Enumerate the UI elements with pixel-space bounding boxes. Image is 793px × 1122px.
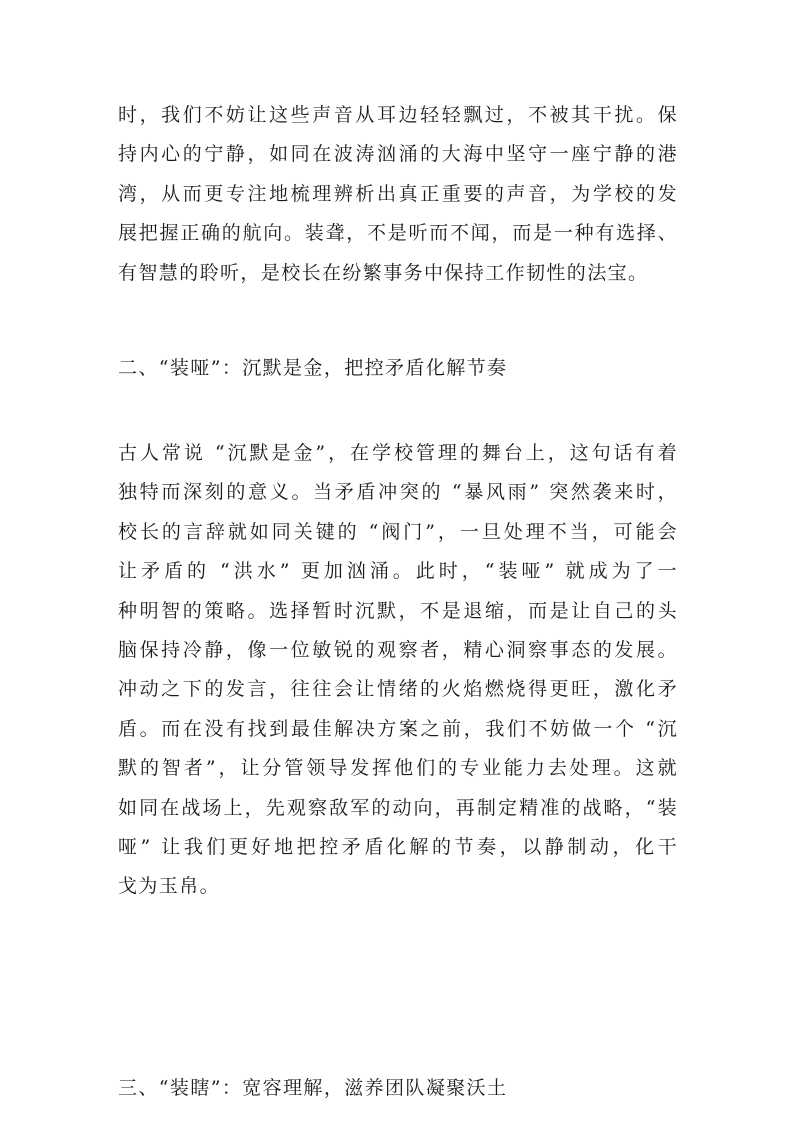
paragraph-line: 脑保持冷静，像一位敏锐的观察者，精心洞察事态的发展。 <box>118 639 678 662</box>
paragraph-line: 冲动之下的发言，往往会让情绪的火焰燃烧得更旺，激化矛 <box>118 678 678 701</box>
paragraph-line: 校长的言辞就如同关键的 “阀门”，一旦处理不当，可能会 <box>118 520 678 543</box>
paragraph-line: 如同在战场上，先观察敌军的动向，再制定精准的战略，“装 <box>118 796 678 819</box>
paragraph-line: 古人常说 “沉默是金”，在学校管理的舞台上，这句话有着 <box>118 442 678 464</box>
paragraph-line: 湾，从而更专注地梳理辨析出真正重要的声音，为学校的发 <box>118 182 678 205</box>
paragraph-line: 有智慧的聆听，是校长在纷繁事务中保持工作韧性的法宝。 <box>118 261 649 284</box>
paragraph-line: 时，我们不妨让这些声音从耳边轻轻飘过，不被其干扰。保 <box>118 104 678 126</box>
paragraph-1 <box>118 96 678 293</box>
paragraph-line: 让矛盾的 “洪水” 更加汹涌。此时，“装哑” 就成为了一 <box>118 560 678 583</box>
paragraph-line: 默的智者”，让分管领导发挥他们的专业能力去处理。这就 <box>118 757 678 780</box>
paragraph-line: 种明智的策略。选择暂时沉默，不是退缩，而是让自己的头 <box>118 599 678 622</box>
paragraph-line: 哑” 让我们更好地把控矛盾化解的节奏，以静制动，化干 <box>118 836 678 859</box>
section-heading-2: 二、“装哑”：沉默是金，把控矛盾化解节奏 <box>118 357 508 379</box>
paragraph-line: 持内心的宁静，如同在波涛汹涌的大海中坚守一座宁静的港 <box>118 143 678 166</box>
paragraph-line: 独特而深刻的意义。当矛盾冲突的 “暴风雨” 突然袭来时， <box>118 481 678 504</box>
paragraph-2 <box>118 434 678 907</box>
paragraph-line: 戈为玉帛。 <box>118 875 221 898</box>
paragraph-line: 盾。而在没有找到最佳解决方案之前，我们不妨做一个 “沉 <box>118 717 678 740</box>
section-heading-3: 三、“装瞎”：宽容理解，滋养团队凝聚沃土 <box>118 1077 508 1099</box>
paragraph-line: 展把握正确的航向。装聋，不是听而不闻，而是一种有选择、 <box>118 222 678 245</box>
